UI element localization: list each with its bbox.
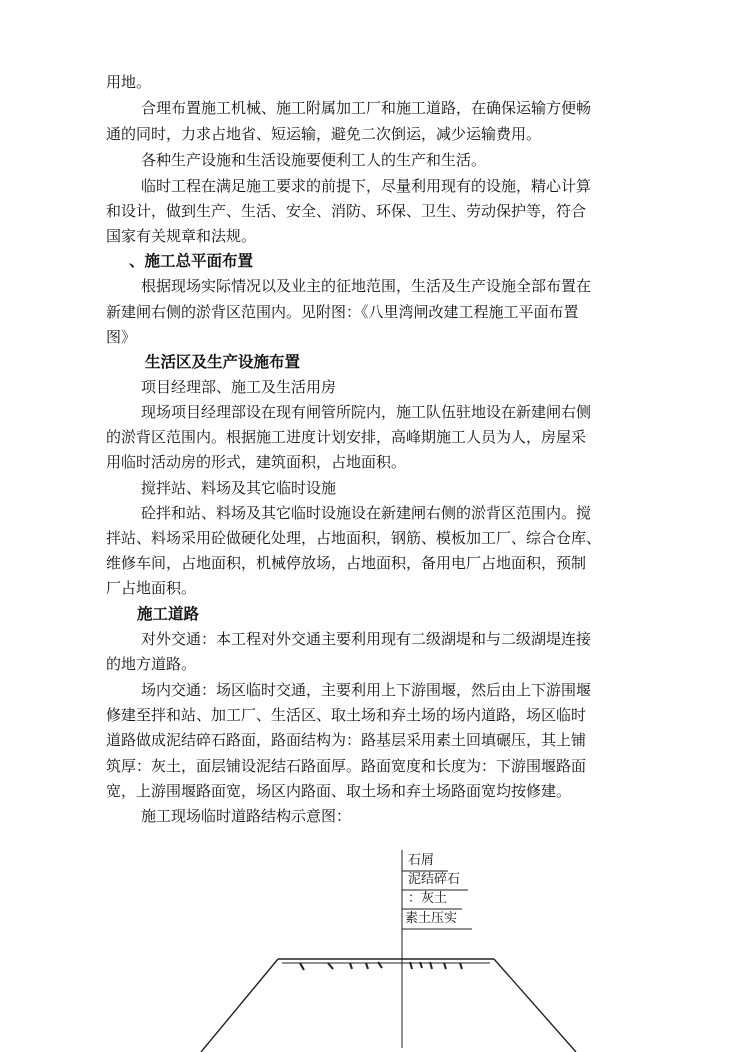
text-line: 现场项目经理部设在现有闸管所院内，施工队伍驻地设在新建闸右侧 — [141, 403, 592, 421]
text-line: 对外交通：本工程对外交通主要利用现有二级湖堤和与二级湖堤连接 — [141, 630, 592, 648]
text-line: 各种生产设施和生活设施要便利工人的生产和生活。 — [141, 151, 487, 169]
text-line: 砼拌和站、料场及其它临时设施设在新建闸右侧的淤背区范围内。搅 — [141, 504, 592, 522]
section-heading: 生活区及生产设施布置 — [145, 353, 301, 371]
text-line: 场内交通：场区临时交通，主要利用上下游围堰，然后由上下游围堰 — [141, 681, 592, 699]
text-line: 根据现场实际情况以及业主的征地范围，生活及生产设施全部布置在 — [141, 277, 592, 295]
text-line: 施工现场临时道路结构示意图： — [141, 807, 352, 825]
text-line: 拌站、料场采用砼做硬化处理，占地面积，钢筋、模板加工厂、综合仓库、 — [106, 529, 602, 547]
text-line: 合理布置施工机械、施工附属加工厂和施工道路，在确保运输方便畅 — [141, 99, 592, 117]
text-line: 国家有关规章和法规。 — [106, 227, 257, 245]
text-line: 厂占地面积。 — [106, 579, 197, 597]
label-lime-soil: ：灰土 — [408, 891, 448, 906]
section-heading: 、施工总平面布置 — [129, 252, 254, 270]
text-line: 的地方道路。 — [106, 655, 197, 673]
text-line: 道路做成泥结碎石路面，路面结构为：路基层采用素土回填碾压，其上铺 — [106, 731, 587, 749]
text-line: 修建至拌和站、加工厂、生活区、取土场和弃土场的场内道路，场区临时 — [106, 706, 587, 724]
subheading: 搅拌站、料场及其它临时设施 — [141, 479, 337, 497]
text-line: 临时工程在满足施工要求的前提下，尽量利用现有的设施，精心计算 — [141, 177, 592, 195]
text-line: 用地。 — [106, 73, 152, 91]
text-line: 图》 — [106, 328, 137, 346]
label-stone-chips: 石屑 — [408, 853, 435, 868]
text-line: 用临时活动房的形式，建筑面积，占地面积。 — [106, 453, 407, 471]
text-line: 和设计，做到生产、生活、安全、消防、环保、卫生、劳动保护等，符合 — [106, 202, 587, 220]
text-line: 通的同时，力求占地省、短运输，避免二次倒运，减少运输费用。 — [106, 125, 542, 143]
text-line: 宽，上游围堰路面宽，场区内路面、取土场和弃土场路面宽均按修建。 — [106, 782, 572, 800]
text-line: 筑厚：灰土，面层铺设泥结石路面厚。路面宽度和长度为：下游围堰路面 — [106, 757, 587, 775]
label-compacted-soil: 素土压实 — [405, 911, 458, 926]
section-heading: 施工道路 — [137, 605, 200, 623]
label-clay-bound-macadam: 泥结碎石 — [408, 872, 461, 887]
text-line: 新建闸右侧的淤背区范围内。见附图：《八里湾闸改建工程施工平面布置 — [106, 303, 579, 321]
right-slope — [494, 959, 576, 1052]
subheading: 项目经理部、施工及生活用房 — [141, 378, 337, 396]
text-line: 维修车间，占地面积，机械停放场，占地面积，备用电厂占地面积，预制 — [106, 554, 587, 572]
left-slope — [201, 959, 278, 1052]
text-line: 的淤背区范围内。根据施工进度计划安排，高峰期施工人员为人，房屋采 — [106, 428, 587, 446]
